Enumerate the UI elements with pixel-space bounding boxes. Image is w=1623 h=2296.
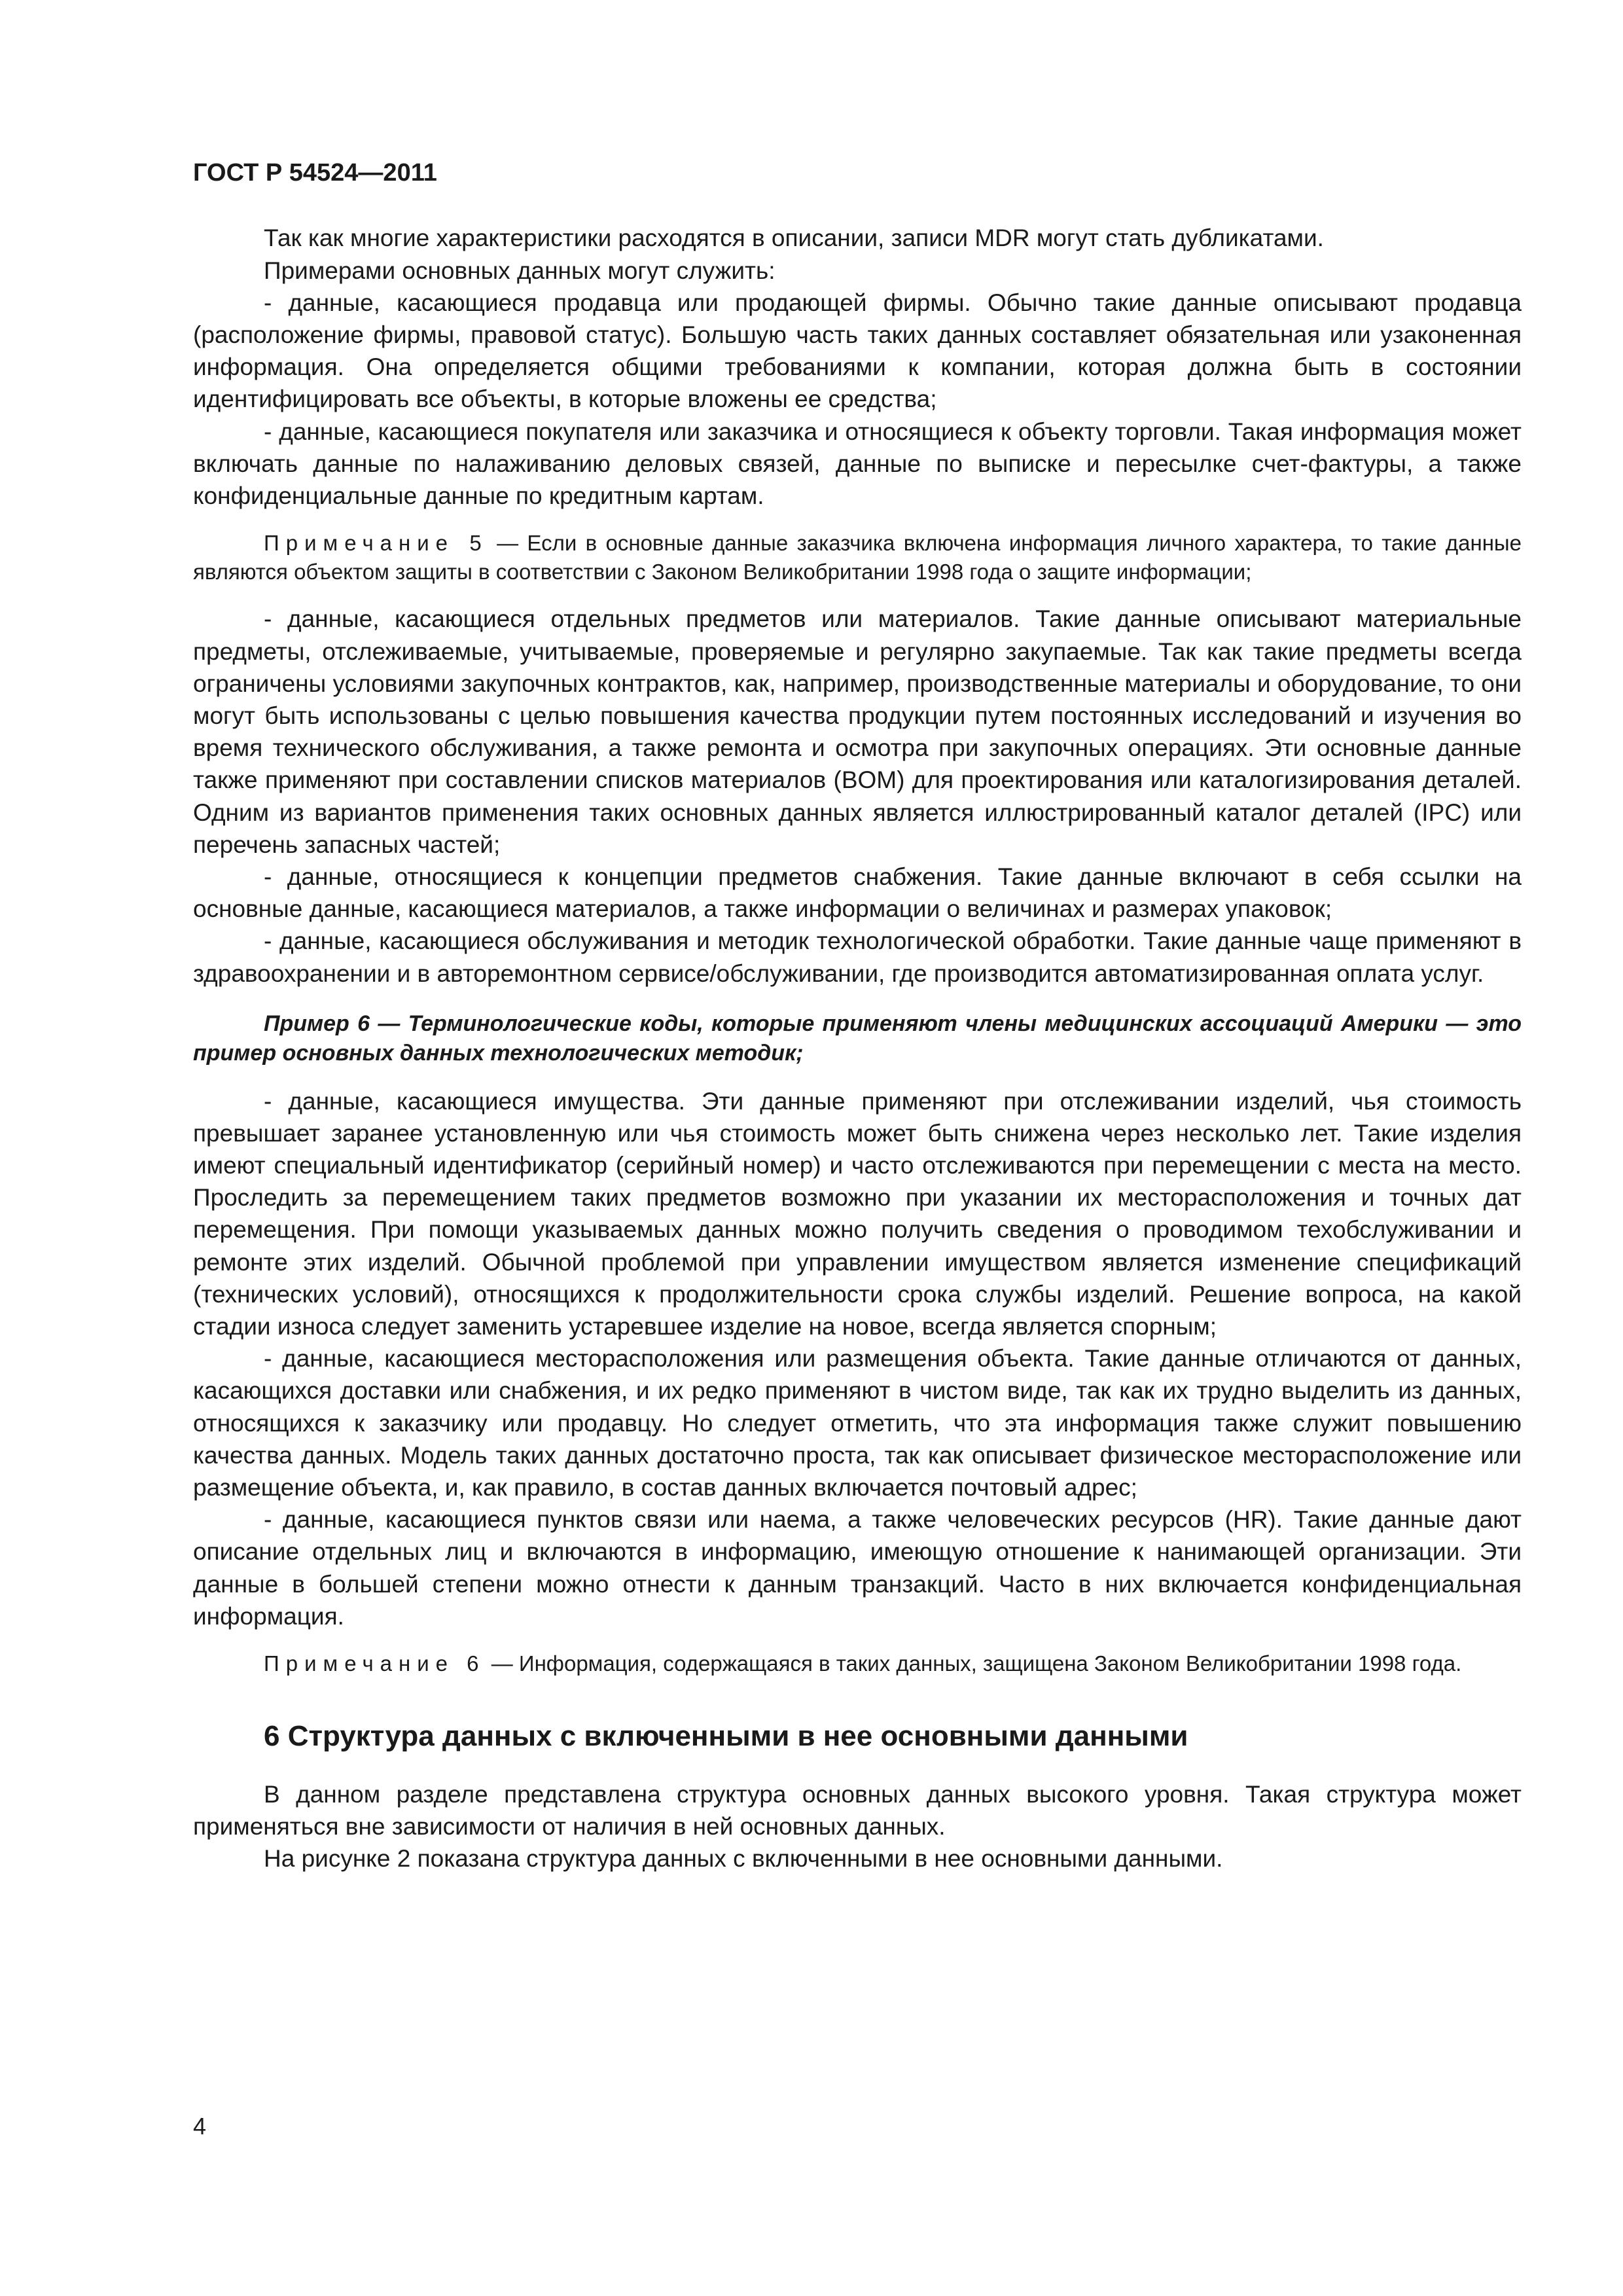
section-heading: 6 Структура данных с включенными в нее основными данными (264, 1719, 1188, 1752)
list-item: - данные, касающиеся продавца или продающей фирмы. Обычно такие данные описывают продавца (расположение фирмы, правовой статус). Большую часть таких данных составляет обязательная или узаконенная информация. Она определяется общими требованиями к компании, которая должна быть в состоянии идентифицировать все объекты, в которые вложены ее средства; (193, 289, 1522, 413)
section-6-body (193, 1778, 1522, 1875)
paragraph: В данном разделе представлена структура основных данных высокого уровня. Такая структура может применяться вне зависимости от наличия в ней основных данных. (193, 1780, 1522, 1840)
document-number-header: ГОСТ Р 54524—2011 (193, 159, 437, 187)
list-item: - данные, касающиеся отдельных предметов или материалов. Такие данные описывают материальные предметы, отслеживаемые, учитываемые, проверяемые и регулярно закупаемые. Так как такие предметы всегда ограничены условиями закупочных контрактов, как, например, производственные материалы и оборудование, то они могут быть использованы с целью повышения качества продукции путем постоянных исследований и изучения во время технического обслуживания, а также ремонта и осмотра при закупочных операциях. Эти основные данные также применяют при составлении списков материалов (BOM) для проектирования или каталогизирования деталей. Одним из вариантов применения таких основных данных является иллюстрированный каталог деталей (IPC) или перечень запасных частей; (193, 605, 1522, 858)
paragraph: На рисунке 2 показана структура данных с включенными в нее основными данными. (264, 1845, 1223, 1873)
note-text: — Информация, содержащаяся в таких данных, защищена Законом Великобритании 1998 года. (485, 1651, 1462, 1676)
note-text: — Если в основные данные заказчика включена информация личного характера, то такие данные являются объектом защиты в соответствии с Законом Великобритании 1998 года о защите информации; (193, 531, 1522, 584)
page-number: 4 (193, 2113, 207, 2140)
list-item: - данные, касающиеся покупателя или заказчика и относящиеся к объекту торговли. Такая информация может включать данные по налаживанию деловых связей, данные по выписке и пересылке счет-фактуры, а также конфиденциальные данные по кредитным картам. (193, 418, 1522, 510)
note-label: Примечание 6 (264, 1651, 486, 1676)
list-item: - данные, касающиеся обслуживания и методик технологической обработки. Такие данные чаще применяют в здравоохранении и в авторемонтном сервисе/обслуживании, где производится автоматизированная оплата услуг. (193, 927, 1522, 987)
note-6 (193, 1649, 1522, 1678)
paragraph: Так как многие характеристики расходятся в описании, записи MDR могут стать дубликатами. (264, 224, 1324, 252)
body-block-a (193, 222, 1522, 512)
list-item: - данные, касающиеся месторасположения или размещения объекта. Такие данные отличаются от данных, касающихся доставки или снабжения, и их редко применяют в чистом виде, так как их трудно выделить из данных, относящихся к заказчику или продавцу. Но следует отметить, что эта информация также служит повышению качества данных. Модель таких данных достаточно проста, так как описывает физическое месторасположение или размещение объекта, и, как правило, в состав данных включается почтовый адрес; (193, 1345, 1522, 1501)
body-block-c (193, 1085, 1522, 1632)
list-item: - данные, касающиеся пунктов связи или наема, а также человеческих ресурсов (HR). Такие данные дают описание отдельных лиц и включаются в информацию, имеющую отношение к нанимающей организации. Эти данные в большей степени можно отнести к данным транзакций. Часто в них включается конфиденциальная информация. (193, 1506, 1522, 1630)
note-5 (193, 529, 1522, 586)
document-page (193, 157, 1522, 1874)
list-item: - данные, относящиеся к концепции предметов снабжения. Такие данные включают в себя ссылки на основные данные, касающиеся материалов, а также информации о величинах и размерах упаковок; (193, 863, 1522, 923)
example-6: Пример 6 — Терминологические коды, которые применяют члены медицинских ассоциаций Америки — это пример основных данных технологических методик; (193, 1011, 1522, 1066)
list-item: - данные, касающиеся имущества. Эти данные применяют при отслеживании изделий, чья стоимость превышает заранее установленную или чья стоимость может быть снижена через несколько лет. Такие изделия имеют специальный идентификатор (серийный номер) и часто отслеживаются при перемещении с места на место. Проследить за перемещением таких предметов возможно при указании их месторасположения и точных дат перемещения. При помощи указываемых данных можно получить сведения о проводимом техобслуживании и ремонте этих изделий. Обычной проблемой при управлении имуществом является изменение спецификаций (технических условий), относящихся к продолжительности срока службы изделий. Решение вопроса, на какой стадии износа следует заменить устаревшее изделие на новое, всегда является спорным; (193, 1087, 1522, 1340)
note-label: Примечание 5 (264, 531, 488, 556)
paragraph: Примерами основных данных могут служить: (264, 257, 776, 284)
body-block-b (193, 603, 1522, 989)
